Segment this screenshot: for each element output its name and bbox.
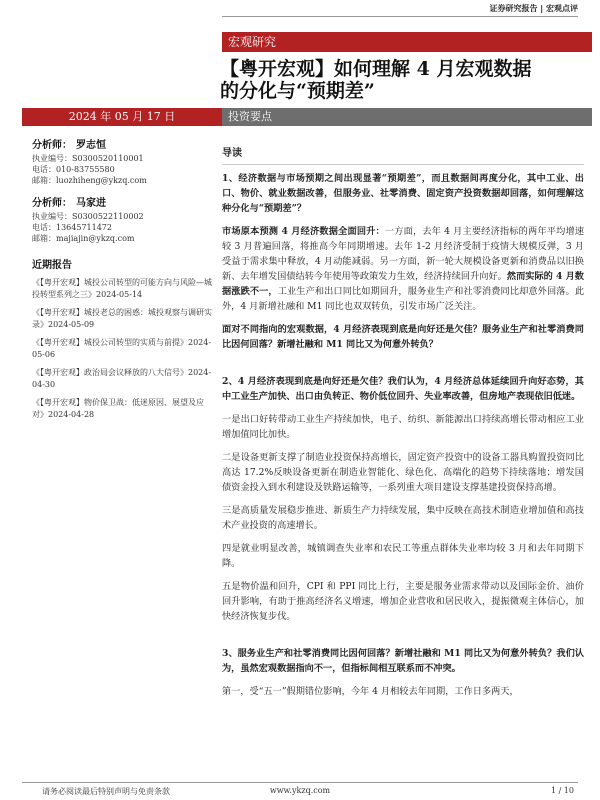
title-line-1: 【粤开宏观】如何理解 4 月宏观数据 [220, 58, 532, 80]
category-band: 宏观研究 [222, 32, 592, 52]
recent-report-link[interactable]: 《【粤开宏观】城投公司转型的实质与前提》2024-05-06 [32, 338, 212, 359]
paragraph: 第一，受“五一”假期错位影响，今年 4 月相较去年同期，工作日多两天， [222, 686, 519, 697]
analyst-email: 邮箱：majiajin@ykzq.com [32, 234, 135, 243]
footer-rule [22, 782, 578, 783]
paragraph: 五是物价温和回升，CPI 和 PPI 同比上行，主要是服务业需求带动以及国际金价、油价回升影响，有助于推高经济名义增速，增加企业营收和居民收入，提振微观主体信心，加快经济恢复步伐。 [222, 581, 584, 622]
question-paragraph: 面对不同指向的宏观数据，4 月经济表现到底是向好还是欠佳？服务业生产和社零消费同比因何回落？新增社融和 M1 同比又为何意外转负？ [222, 324, 584, 350]
spacer [222, 632, 584, 646]
paragraph-text: 工业生产和出口同比如期回升，服务业生产和社零消费同比却意外回落。此外，4 月新增社融和 M1 同比也双双转负，引发市场广泛关注。 [222, 286, 585, 312]
analyst-block [32, 198, 212, 244]
recent-report-link[interactable]: 《【粤开宏观】城投老总的困惑：城投观察与调研实录》2024-05-09 [32, 308, 212, 329]
section-3-lead: 3、服务业生产和社零消费同比因何回落？新增社融和 M1 同比又为何意外转负？我们认为，虽然宏观数据指向不一，但指标间相互联系而不冲突。 [222, 648, 584, 674]
footer-url[interactable]: www.ykzq.com [269, 786, 331, 795]
analyst-name: 马家进 [76, 198, 106, 209]
spacer [222, 360, 584, 374]
recent-report-link[interactable]: 《【粤开宏观】政治局会议释放的八大信号》2024-04-30 [32, 368, 212, 389]
analyst-heading [32, 140, 212, 151]
recent-report-link[interactable]: 《【粤开宏观】物价保卫战：低迷原因、展望及应对》2024-04-28 [32, 398, 204, 419]
analyst-name: 罗志恒 [76, 140, 106, 151]
paragraph-emphasis: 然而实际的 4 月数据涨跌不一， [222, 271, 584, 297]
analyst-title: 分析师： [32, 198, 72, 209]
analyst-heading [32, 198, 212, 209]
intro-paragraph: 1、经济数据与市场预期之间出现显著“预期差”，而且数据间再度分化，其中工业、出口、物价、就业数据改善，但服务业、社零消费、固定资产投资数据却回落，如何理解这种分化与“预期差”？ [222, 173, 584, 214]
recent-report-link[interactable]: 《【粤开宏观】城投公司转型的可能方向与风险—城投转型系列之三》2024-05-14 [32, 278, 212, 299]
paragraph: 一是出口好转带动工业生产持续加快，电子、纺织、新能源出口持续高增长带动相应工业增加值同比加快。 [222, 414, 584, 440]
analyst-license: 执业编号：S0300522110002 [32, 212, 144, 221]
paragraph-text: 一方面，去年 4 月主要经济指标的两年平均增速较 3 月普遍回落，将推高今年同期增速。去年 1-2 月经济受制于疫情大规模反弹，3 月受益于需求集中释放，4 月动能减弱。另一方面，新一轮大规模设备更新和消费品以旧换新、去年增发国债结转今年使用等政策发力生效，经济持续回升向好。 [222, 226, 585, 282]
analyst-license: 执业编号：S0300520110001 [32, 154, 144, 163]
section-2-lead: 2、4 月经济表现到底是向好还是欠佳？我们认为，4 月经济总体延续回升向好态势，其中工业生产加快、出口由负转正、物价低位回升、失业率改善，但房地产表现依旧低迷。 [222, 376, 584, 402]
paragraph: 二是设备更新支撑了制造业投资保持高增长，固定资产投资中的设备工器具购置投资同比高达 17.2%反映设备更新在制造业智能化、绿色化、高端化的趋势下持续落地；增发国债资金投入到水利建设及铁路运输等，一系列重大项目建设支撑基建投资保持高增。 [222, 452, 584, 493]
report-type: 证券研究报告 | 宏观点评 [489, 4, 578, 13]
section-label-band: 投资要点 [222, 108, 592, 126]
title-line-2: 的分化与“预期差” [220, 80, 375, 102]
analyst-email: 邮箱：luozhiheng@ykzq.com [32, 176, 147, 185]
page-title [220, 58, 600, 102]
analyst-phone: 电话：010-83755580 [32, 165, 115, 174]
main-content [222, 146, 584, 707]
analyst-block [32, 140, 212, 186]
paragraph: 四是就业明显改善，城镇调查失业率和农民工等重点群体失业率均较 3 月和去年同期下降。 [222, 543, 584, 569]
section-heading: 导读 [222, 146, 584, 165]
paragraph-lead: 市场原本预测 4 月经济数据全面回升： [222, 226, 385, 237]
footer-disclaimer: 请务必阅读最后特别声明与免责条款 [42, 787, 170, 796]
analyst-phone: 电话：13645711472 [32, 223, 112, 232]
left-sidebar [32, 140, 212, 427]
paragraph: 三是高质量发展稳步推进、新质生产力持续发展，集中反映在高技术制造业增加值和高技术产业投资的高速增长。 [222, 505, 584, 531]
report-date: 2024 年 05 月 17 日 [22, 108, 222, 126]
paragraph [222, 224, 584, 314]
recent-reports-title: 近期报告 [32, 260, 72, 271]
page-number: 1 / 10 [550, 786, 574, 795]
analyst-title: 分析师： [32, 140, 72, 151]
